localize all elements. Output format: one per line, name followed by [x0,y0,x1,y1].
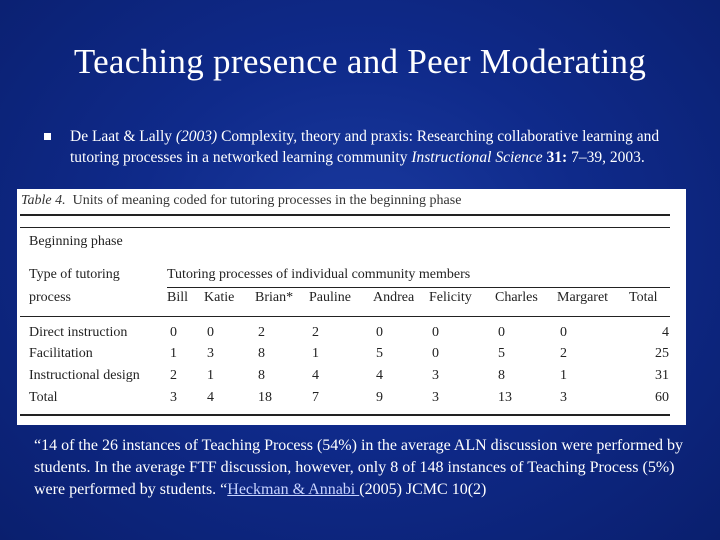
row-label: Instructional design [29,368,140,383]
table-cell: 1 [560,368,567,383]
ref-year: (2003) [175,128,218,145]
table-cell: 3 [207,346,214,361]
table-cell: 2 [258,325,265,340]
table-cell: 8 [498,368,505,383]
table-cell: 0 [207,325,214,340]
table-cell: 0 [560,325,567,340]
table-cell: 4 [662,325,669,340]
reference-citation [70,126,685,168]
table-cell: 3 [170,390,177,405]
table-cell: 60 [655,390,669,405]
table-cell: 18 [258,390,272,405]
table-cell: 8 [258,368,265,383]
table-image [17,189,686,425]
table-cell: 3 [560,390,567,405]
slide-title: Teaching presence and Peer Moderating [73,42,647,81]
row-label: Total [29,390,58,405]
citation-link[interactable]: Heckman & Annabi [227,481,360,498]
table-bottom-rule [20,414,670,416]
table-cell: 4 [207,390,214,405]
table-cell: 7 [312,390,319,405]
table-cell: 8 [258,346,265,361]
table-cell: 2 [170,368,177,383]
table-cell: 9 [376,390,383,405]
column-header: Margaret [557,290,609,305]
table-top-rule [20,214,670,216]
table-cell: 13 [498,390,512,405]
table-cell: 4 [312,368,319,383]
table-caption-label: Table 4. [21,193,66,208]
column-header: Charles [495,290,538,305]
column-header: Brian* [255,290,294,305]
table-cell: 5 [498,346,505,361]
ref-title: Complexity, theory and praxis: Researching collaborative learning and tutoring processes in a networked learning community [70,128,660,166]
ref-pages: 7–39, 2003. [567,149,645,166]
column-header: Total [629,290,658,305]
column-header: Andrea [373,290,415,305]
ref-volume: 31: [542,149,568,166]
bullet-square-icon [44,133,51,140]
table-cell: 1 [312,346,319,361]
table-cell: 0 [432,325,439,340]
table-caption-text: Units of meaning coded for tutoring processes in the beginning phase [72,193,462,208]
table-cell: 31 [655,368,669,383]
type-of-tutoring-label: Type of tutoring [29,267,120,282]
process-label: process [29,290,71,305]
quote-tail: (2005) JCMC 10(2) [359,481,487,498]
table-cell: 1 [170,346,177,361]
table-cell: 0 [376,325,383,340]
ref-journal: Instructional Science [411,149,543,166]
ref-authors: De Laat & Lally [70,128,176,145]
column-header: Felicity [429,290,472,305]
column-header: Bill [167,290,189,305]
group-header: Tutoring processes of individual community members [167,267,471,282]
quote-body: “14 of the 26 instances of Teaching Process (54%) in the average ALN discussion were performed by students. In the average FTF discussion, however, only 8 of 148 instances of Teaching Process (5%) were performed by students. “ [34,437,684,498]
table-cell: 1 [207,368,214,383]
table-cell: 3 [432,368,439,383]
table-caption [21,193,461,209]
table-cell: 3 [432,390,439,405]
column-header: Katie [204,290,235,305]
header-bottom-rule [20,316,670,317]
row-label: Facilitation [29,346,93,361]
table-second-rule [20,227,670,228]
column-header: Pauline [309,290,351,305]
table-cell: 5 [376,346,383,361]
table-cell: 25 [655,346,669,361]
row-label: Direct instruction [29,325,128,340]
quote-text [34,435,694,501]
group-header-rule [167,287,670,288]
table-cell: 0 [170,325,177,340]
table-cell: 0 [498,325,505,340]
table-cell: 0 [432,346,439,361]
phase-label: Beginning phase [29,234,123,249]
table-cell: 2 [560,346,567,361]
table-cell: 2 [312,325,319,340]
table-cell: 4 [376,368,383,383]
